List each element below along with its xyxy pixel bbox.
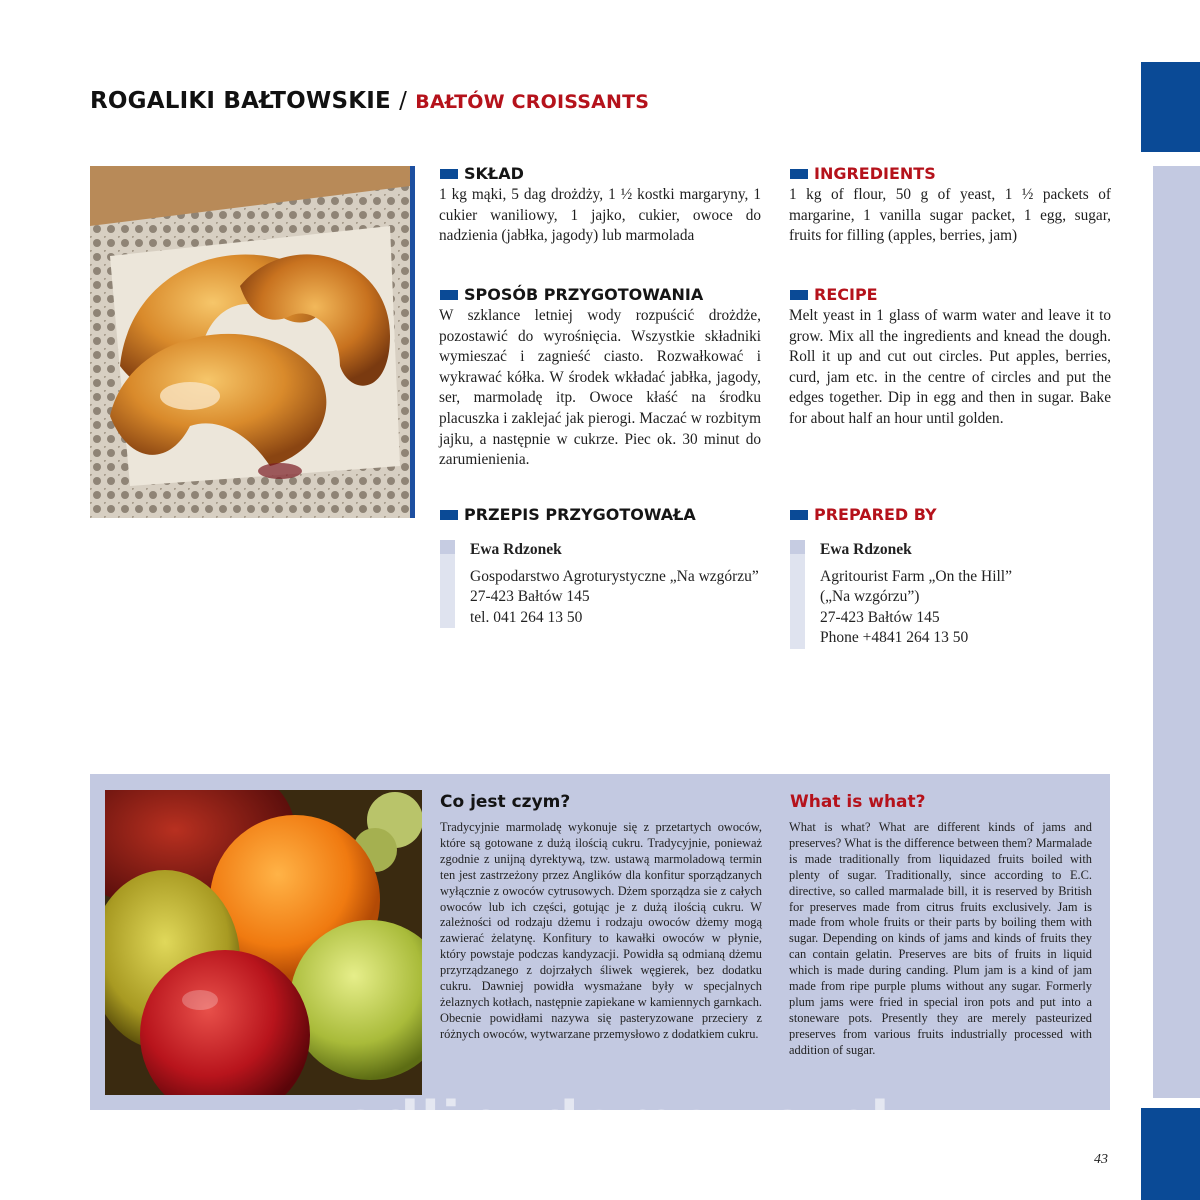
photo-accent-bar	[410, 166, 415, 518]
ingredients-text-pl: 1 kg mąki, 5 dag drożdży, 1 ½ kostki margaryny, 1 cukier waniliowy, 1 jajko, cukier, owoce do nadzienia (jabłka, jagody) lub marmolada	[439, 186, 761, 245]
info-text-en: What is what? What are different kinds of jams and preserves? What is the difference between them? Marmalade is made traditionally from liquidazed fruits boiled with plenty of sugar. Traditionally, since according to E.C. directive, so called marmalade bill, it is reserved by British for preserves made from citrus fruits exclusively. Jam is made from whole fruits or their parts by boiling them with sugar. Depending on kinds of jams and kinds of fruits they can contain gelatin. Preserves are bits of fruits in liquid which is made during canding. Plum jam is a kind of jam made from ripe purple plums without any sugar. Formerly plum jams were fried in special iron pots and put into a stoneware pots. Presently they are merely pasteurized preserves from various fruits industrially processed with addition of sugar.	[789, 820, 1092, 1057]
heading-square-icon	[790, 169, 808, 179]
edge-tab-top	[1141, 62, 1200, 152]
info-heading-en: What is what?	[790, 792, 926, 812]
prepared-block-en	[790, 540, 1012, 649]
heading-square-icon	[790, 290, 808, 300]
fruit-photo	[105, 790, 422, 1095]
page-title	[90, 88, 649, 114]
recipe-text-en: Melt yeast in 1 glass of warm water and leave it to grow. Mix all the ingredients and knead the dough. Roll it up and cut out circles. Put apples, berries, curd, jam etc. in the centre of circles and put the edges together. Dip in egg and then in sugar. Bake for about half an hour until golden.	[789, 307, 1111, 427]
address-line: Agritourist Farm „On the Hill”	[820, 567, 1012, 585]
prepared-bar	[440, 540, 455, 628]
prepared-heading-pl: PRZEPIS PRZYGOTOWAŁA	[440, 505, 696, 524]
prepared-heading-en: PREPARED BY	[790, 505, 937, 524]
phone-line: tel. 041 264 13 50	[470, 608, 583, 626]
croissants-photo	[90, 166, 410, 518]
recipe-text-pl: W szklance letniej wody rozpuścić drożdże, pozostawić do wyrośnięcia. Wszystkie składniki wymieszać i zagnieść ciasto. Rozwałkować i wykrawać kółka. W środek wkładać jabłka, jagody, ser, marmoladę itp. Owoce kłaść na środku placuszka i zaklejać jak pierogi. Maczać w rozbitym jajku, a następnie w cukrze. Piec ok. 30 minut do zarumienienia.	[439, 307, 761, 469]
author-name: Ewa Rdzonek	[820, 541, 912, 558]
recipe-heading-en: RECIPE	[790, 285, 878, 304]
phone-line: Phone +4841 264 13 50	[820, 629, 969, 646]
ingredients-heading-pl: SKŁAD	[440, 164, 524, 183]
heading-square-icon	[440, 510, 458, 520]
author-name: Ewa Rdzonek	[470, 541, 562, 558]
info-text-pl: Tradycyjnie marmoladę wykonuje się z przetartych owoców, które są gotowane z dużą ilością cukru. Tradycyjnie, ponieważ zgodnie z unijną dyrektywą, tzw. ustawą marmoladową termin ten jest zastrzeżony przez Anglików dla konfitur sporządzanych wyłącznie z owoców cytrusowych. Dżem sporządza sie z całych owoców lub ich części, gotując je z dużą ilością cukru. W zależności od rodzaju dżemu i rodzaju owoców dżemy mogą zawierać żelatynę. Konfitury to kawałki owoców w płynie, który powstaje podczas kandyzacji. Powidła są odmianą dżemu przyrządzanego z dojrzałych śliwek węgierek, bez dodatku cukru. Dawniej powidła wysmażane były w specjalnych żelaznych kotłach, następnie zapiekane w kamiennych garnkach. Obecnie powidłami nazywa się pasteryzowane przeciery z różnych owoców, wytwarzane przemysłowo z dodatkiem cukru.	[440, 820, 763, 1041]
title-english: BAŁTÓW CROISSANTS	[415, 91, 650, 113]
info-heading-pl: Co jest czym?	[440, 792, 571, 812]
heading-square-icon	[440, 290, 458, 300]
address-line: 27-423 Bałtów 145	[820, 608, 940, 626]
title-separator: /	[399, 88, 408, 114]
ingredients-heading-en: INGREDIENTS	[790, 164, 936, 183]
ingredients-text-en: 1 kg of flour, 50 g of yeast, 1 ½ packets of margarine, 1 vanilla sugar packet, 1 egg, sugar, fruits for filling (apples, berries, jam)	[789, 186, 1111, 245]
prepared-block-pl	[440, 540, 759, 628]
heading-square-icon	[790, 510, 808, 520]
address-line: („Na wzgórzu”)	[820, 588, 920, 605]
edge-tab-side	[1153, 166, 1200, 1098]
recipe-heading-pl: SPOSÓB PRZYGOTOWANIA	[440, 285, 703, 304]
address-line: 27-423 Bałtów 145	[470, 588, 590, 605]
heading-square-icon	[440, 169, 458, 179]
edge-tab-bottom	[1141, 1108, 1200, 1200]
address-line: Gospodarstwo Agroturystyczne „Na wzgórzu”	[470, 567, 759, 585]
title-polish: ROGALIKI BAŁTOWSKIE	[90, 88, 391, 114]
watermark: wedlinydomowe.pl	[290, 1090, 892, 1153]
page-number: 43	[1094, 1152, 1108, 1167]
prepared-bar	[790, 540, 805, 649]
